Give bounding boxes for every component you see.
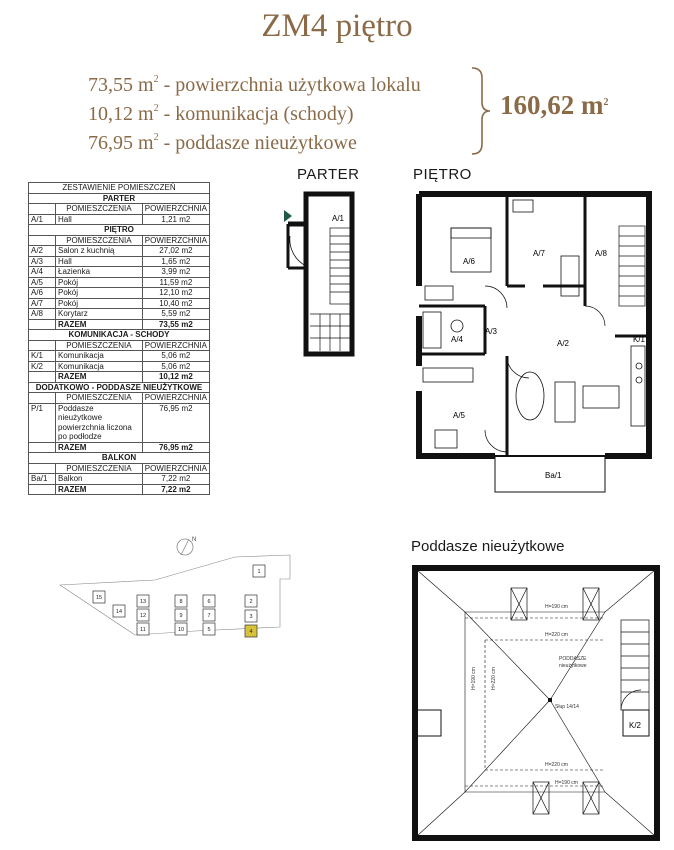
area-communication: 10,12 $m^2$ - komunikacja (schody)	[88, 103, 354, 125]
site-plan	[55, 535, 305, 645]
site-building-label: 12	[139, 613, 147, 619]
pillar-icon	[548, 698, 552, 702]
col-header: POWIERZCHNIA	[142, 393, 209, 404]
col-header: POMIESZCZENIA	[56, 393, 143, 404]
col-header: POMIESZCZENIA	[56, 235, 143, 246]
site-building-label: 2	[249, 599, 253, 605]
entrance-arrow-icon	[284, 210, 292, 222]
page-title: ZM4 piętro	[261, 8, 413, 44]
site-building-label: 4	[249, 629, 253, 635]
pietro-label: PIĘTRO	[413, 166, 472, 183]
room-label-a2: A/2	[557, 339, 570, 348]
section-heading: BALKON	[29, 453, 210, 464]
col-header: POWIERZCHNIA	[142, 204, 209, 215]
room-label-ba1: Ba/1	[545, 471, 562, 480]
site-building-label: 10	[177, 627, 185, 633]
table-sum-row: RAZEM 73,55 m2	[29, 319, 210, 330]
col-header: POMIESZCZENIA	[56, 463, 143, 474]
section-heading: DODATKOWO - PODDASZE NIEUŻYTKOWE	[29, 382, 210, 393]
room-label-a6: A/6	[463, 257, 476, 266]
col-header: POWIERZCHNIA	[142, 463, 209, 474]
table-row: A/5 Pokój 11,59 m2	[29, 277, 210, 288]
section-heading: PARTER	[29, 193, 210, 204]
site-building-label: 14	[115, 609, 123, 615]
height-label: H=190 cm	[471, 667, 477, 690]
site-building-label: 13	[139, 599, 147, 605]
table-sum-row: RAZEM 7,22 m2	[29, 484, 210, 495]
total-area: 160,62 $m^2$	[500, 90, 609, 120]
height-label: H=220 cm	[491, 667, 497, 690]
height-label: H=220 cm	[545, 762, 568, 768]
area-usable: 73,55 $m^2$ - powierzchnia użytkowa lokalu	[88, 74, 421, 96]
site-building-label: 15	[95, 595, 103, 601]
col-header: POWIERZCHNIA	[142, 340, 209, 351]
site-building-label: 6	[207, 599, 211, 605]
pietro-plan	[405, 186, 665, 496]
area-summary	[88, 68, 421, 155]
site-building-label: 7	[207, 613, 211, 619]
table-row: A/3 Hall 1,65 m2	[29, 256, 210, 267]
parter-plan	[270, 188, 370, 358]
col-header: POMIESZCZENIA	[56, 204, 143, 215]
site-building-label: 1	[257, 569, 261, 575]
room-table	[28, 182, 210, 495]
site-building-label: 8	[179, 599, 183, 605]
table-title: ZESTAWIENIE POMIESZCZEŃ	[29, 183, 210, 194]
col-header: POWIERZCHNIA	[142, 235, 209, 246]
table-row: Ba/1 Balkon 7,22 m2	[29, 474, 210, 485]
site-building-label: 9	[179, 613, 183, 619]
table-row: K/1 Komunikacja 5,06 m2	[29, 351, 210, 362]
height-label: H=190 cm	[555, 780, 578, 786]
room-label-k2: K/2	[629, 721, 642, 730]
room-label-a7: A/7	[533, 249, 546, 258]
attic-label: PODDASZE	[559, 656, 587, 662]
room-label-a4: A/4	[451, 335, 464, 344]
height-label: H=220 cm	[545, 632, 568, 638]
brace-icon	[468, 66, 492, 156]
north-icon: N	[192, 537, 197, 543]
site-building-label: 5	[207, 627, 211, 633]
section-heading: PIĘTRO	[29, 225, 210, 236]
site-building-label: 11	[140, 627, 146, 633]
pillar-label: Słup 14/14	[555, 704, 579, 710]
attic-plan	[405, 560, 667, 842]
table-row: A/6 Pokój 12,10 m2	[29, 288, 210, 299]
table-row: A/2 Salon z kuchnią 27,02 m2	[29, 246, 210, 257]
parter-label: PARTER	[297, 166, 360, 183]
area-attic: 76,95 $m^2$ - poddasze nieużytkowe	[88, 132, 357, 154]
table-row: A/4 Łazienka 3,99 m2	[29, 267, 210, 278]
table-row: P/1 Poddasze nieużytkowe powierzchnia liczona po podłodze 76,95 m2	[29, 403, 210, 442]
section-heading: KOMUNIKACJA - SCHODY	[29, 330, 210, 341]
table-sum-row: RAZEM 10,12 m2	[29, 372, 210, 383]
room-label-a1: A/1	[332, 214, 345, 223]
table-sum-row: RAZEM 76,95 m2	[29, 442, 210, 453]
table-row: A/8 Korytarz 5,59 m2	[29, 309, 210, 320]
col-header: POMIESZCZENIA	[56, 340, 143, 351]
site-building-label: 3	[249, 614, 253, 620]
attic-label-sub: nieużytkowe	[559, 663, 587, 669]
table-row: A/1 Hall 1,21 m2	[29, 214, 210, 225]
poddasze-label: Poddasze nieużytkowe	[411, 538, 565, 555]
room-label-a8: A/8	[595, 249, 608, 258]
height-label: H=190 cm	[545, 604, 568, 610]
room-label-k1: K/1	[633, 335, 646, 344]
room-label-a5: A/5	[453, 411, 466, 420]
room-label-a3: A/3	[485, 327, 498, 336]
table-row: A/7 Pokój 10,40 m2	[29, 298, 210, 309]
table-row: K/2 Komunikacja 5,06 m2	[29, 361, 210, 372]
